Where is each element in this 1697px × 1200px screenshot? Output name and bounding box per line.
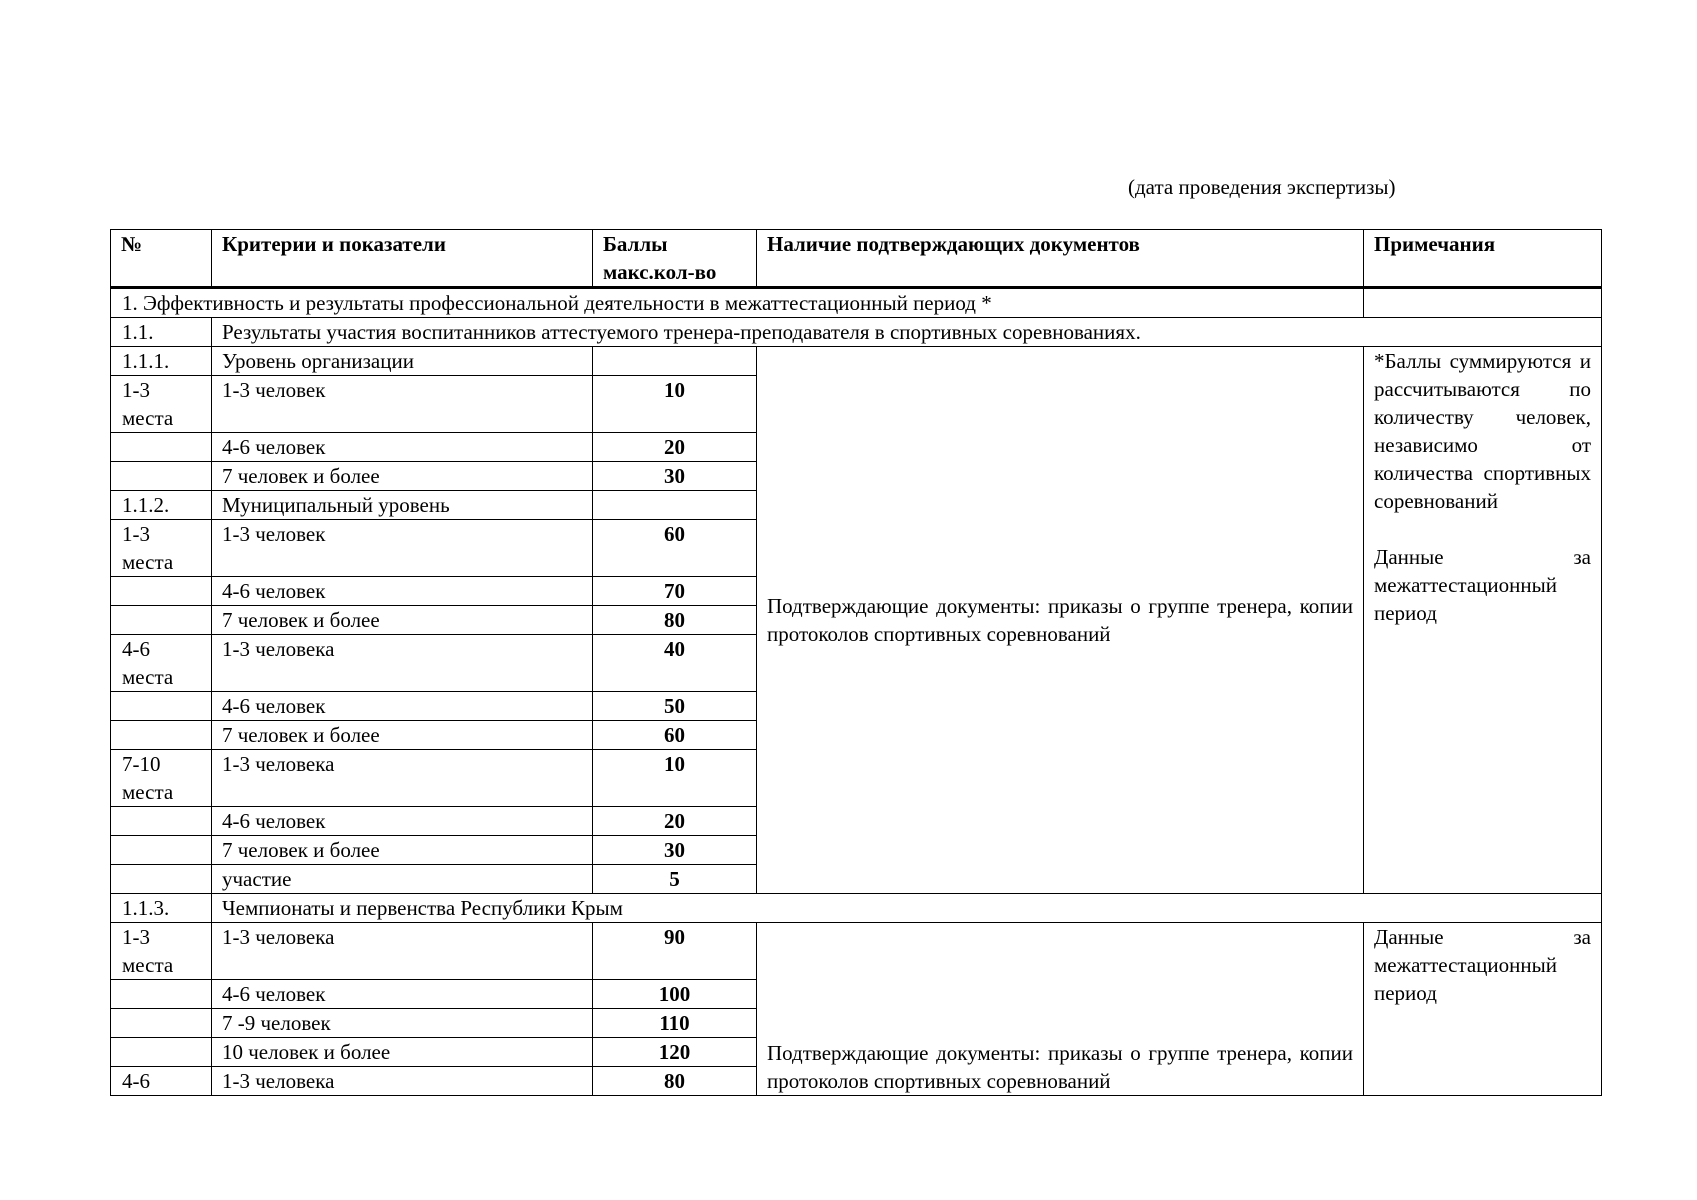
col-header-points: Баллы макс.кол-во [593, 230, 757, 288]
row-criterion: 10 человек и более [212, 1038, 593, 1067]
row-points: 120 [593, 1038, 757, 1067]
row-number [111, 606, 212, 635]
documents-cell: Подтверждающие документы: приказы о группе тренера, копии протоколов спортивных соревнований [757, 347, 1364, 894]
row-points: 60 [593, 721, 757, 750]
row-points: 5 [593, 865, 757, 894]
row-criterion: 7 -9 человек [212, 1009, 593, 1038]
row-points: 40 [593, 635, 757, 692]
table-row [111, 347, 1602, 376]
row-criterion: 1-3 человек [212, 520, 593, 577]
row-points: 110 [593, 1009, 757, 1038]
row-points [593, 347, 757, 376]
row-number: 1-3 места [111, 376, 212, 433]
row-criterion: 1-3 человека [212, 923, 593, 980]
row-criterion: 4-6 человек [212, 433, 593, 462]
section-row [111, 288, 1602, 318]
section-note-empty [1364, 288, 1602, 318]
row-number [111, 721, 212, 750]
subsection-number: 1.1. [111, 318, 212, 347]
row-points: 20 [593, 807, 757, 836]
subsection-title: Результаты участия воспитанников аттестуемого тренера-преподавателя в спортивных соревнованиях. [212, 318, 1602, 347]
row-criterion: 1-3 человека [212, 1067, 593, 1096]
row-points [593, 491, 757, 520]
col-header-notes: Примечания [1364, 230, 1602, 288]
subsection-row [111, 318, 1602, 347]
row-criterion: 4-6 человек [212, 980, 593, 1009]
row-number [111, 1009, 212, 1038]
row-points: 10 [593, 376, 757, 433]
col-header-documents: Наличие подтверждающих документов [757, 230, 1364, 288]
row-number [111, 577, 212, 606]
documents-cell: Подтверждающие документы: приказы о группе тренера, копии протоколов спортивных соревнований [757, 923, 1364, 1096]
note-scoring: *Баллы суммируются и рассчитываются по количеству человек, независимо от количества спортивных соревнований [1374, 349, 1591, 513]
row-number [111, 865, 212, 894]
row-points: 60 [593, 520, 757, 577]
row-points: 30 [593, 836, 757, 865]
row-number [111, 836, 212, 865]
evaluation-table [110, 229, 1602, 1096]
row-points: 80 [593, 1067, 757, 1096]
row-criterion: 4-6 человек [212, 807, 593, 836]
row-points: 30 [593, 462, 757, 491]
notes-cell [1364, 347, 1602, 894]
row-points: 70 [593, 577, 757, 606]
row-points: 80 [593, 606, 757, 635]
table-row [111, 923, 1602, 980]
row-criterion: 4-6 человек [212, 577, 593, 606]
row-criterion: 7 человек и более [212, 462, 593, 491]
row-number: 1-3 места [111, 923, 212, 980]
row-points: 90 [593, 923, 757, 980]
expertise-date-caption: (дата проведения экспертизы) [1128, 175, 1396, 199]
note-period: Данные за межаттестационный период [1374, 545, 1591, 625]
col-header-number: № [111, 230, 212, 288]
row-criterion: 1-3 человека [212, 635, 593, 692]
row-criterion: 1-3 человека [212, 750, 593, 807]
notes-cell [1364, 923, 1602, 1096]
subsection-row [111, 894, 1602, 923]
row-criterion: 1-3 человек [212, 376, 593, 433]
row-criterion: 4-6 человек [212, 692, 593, 721]
row-points: 100 [593, 980, 757, 1009]
row-number [111, 462, 212, 491]
row-number [111, 433, 212, 462]
row-points: 10 [593, 750, 757, 807]
subsection-number: 1.1.3. [111, 894, 212, 923]
row-number [111, 1038, 212, 1067]
subsection-title: Чемпионаты и первенства Республики Крым [212, 894, 1602, 923]
table-header-row [111, 230, 1602, 288]
row-criterion: Муниципальный уровень [212, 491, 593, 520]
row-criterion: участие [212, 865, 593, 894]
row-criterion: Уровень организации [212, 347, 593, 376]
row-number: 4-6 [111, 1067, 212, 1096]
section-title: 1. Эффективность и результаты профессиональной деятельности в межаттестационный период * [111, 288, 1364, 318]
note-period: Данные за межаттестационный период [1374, 925, 1591, 1005]
row-number [111, 807, 212, 836]
row-number: 1.1.2. [111, 491, 212, 520]
row-number: 4-6 места [111, 635, 212, 692]
row-number: 1-3 места [111, 520, 212, 577]
row-number: 7-10 места [111, 750, 212, 807]
row-points: 50 [593, 692, 757, 721]
row-points: 20 [593, 433, 757, 462]
row-number [111, 980, 212, 1009]
row-criterion: 7 человек и более [212, 606, 593, 635]
row-number: 1.1.1. [111, 347, 212, 376]
col-header-criteria: Критерии и показатели [212, 230, 593, 288]
row-criterion: 7 человек и более [212, 721, 593, 750]
row-criterion: 7 человек и более [212, 836, 593, 865]
row-number [111, 692, 212, 721]
